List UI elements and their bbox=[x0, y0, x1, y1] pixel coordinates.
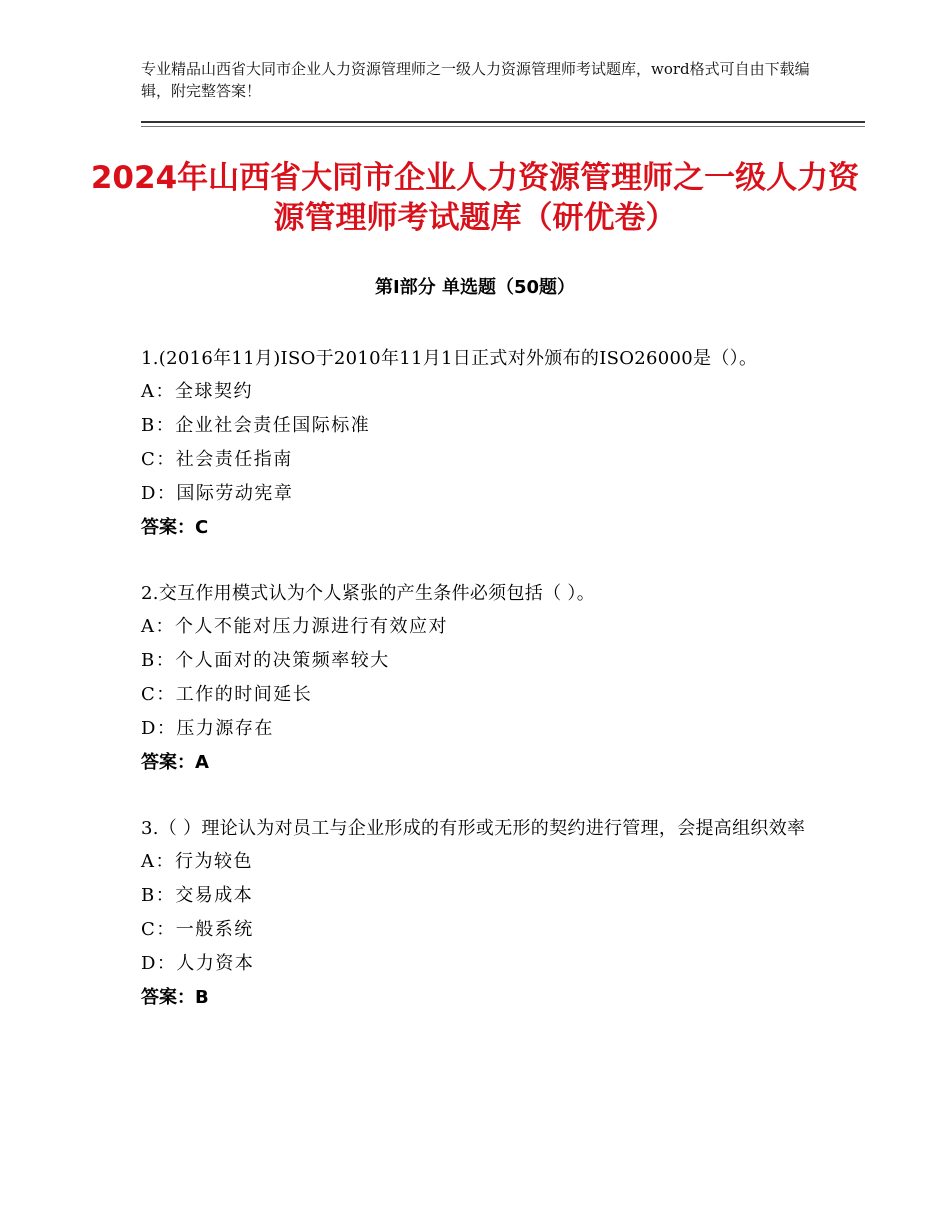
question-1 bbox=[141, 342, 821, 545]
question-stem: 1.(2016年11月)ISO于2010年11月1日正式对外颁布的ISO26000是（）。 bbox=[141, 348, 758, 369]
section-title: 第Ⅰ部分 单选题（50题） bbox=[374, 277, 575, 298]
question-2 bbox=[141, 577, 821, 780]
option-d: D：国际劳动宪章 bbox=[141, 483, 294, 504]
question-list bbox=[141, 342, 821, 1047]
option-d: D：人力资本 bbox=[141, 953, 255, 974]
option-a: A：全球契约 bbox=[141, 381, 253, 402]
question-stem: 3.（ ）理论认为对员工与企业形成的有形或无形的契约进行管理，会提高组织效率 bbox=[141, 818, 806, 839]
answer: 答案：C bbox=[141, 517, 209, 538]
option-b: B：个人面对的决策频率较大 bbox=[141, 650, 390, 671]
question-3 bbox=[141, 812, 821, 1015]
answer: 答案：B bbox=[141, 987, 209, 1008]
header-divider-thin bbox=[141, 126, 865, 127]
header-divider-thick bbox=[141, 121, 865, 123]
question-stem: 2.交互作用模式认为个人紧张的产生条件必须包括（ ）。 bbox=[141, 583, 595, 604]
option-b: B：企业社会责任国际标准 bbox=[141, 415, 371, 436]
option-b: B：交易成本 bbox=[141, 885, 254, 906]
option-c: C：社会责任指南 bbox=[141, 449, 293, 470]
option-d: D：压力源存在 bbox=[141, 718, 274, 739]
option-c: C：一般系统 bbox=[141, 919, 254, 940]
answer: 答案：A bbox=[141, 752, 209, 773]
document-title: 2024年山西省大同市企业人力资源管理师之一级人力资源管理师考试题库（研优卷） bbox=[90, 160, 860, 236]
option-c: C：工作的时间延长 bbox=[141, 684, 313, 705]
option-a: A：个人不能对压力源进行有效应对 bbox=[141, 616, 448, 637]
option-a: A：行为较色 bbox=[141, 851, 253, 872]
header-note: 专业精品山西省大同市企业人力资源管理师之一级人力资源管理师考试题库，word格式可自由下载编辑，附完整答案！ bbox=[141, 60, 810, 100]
